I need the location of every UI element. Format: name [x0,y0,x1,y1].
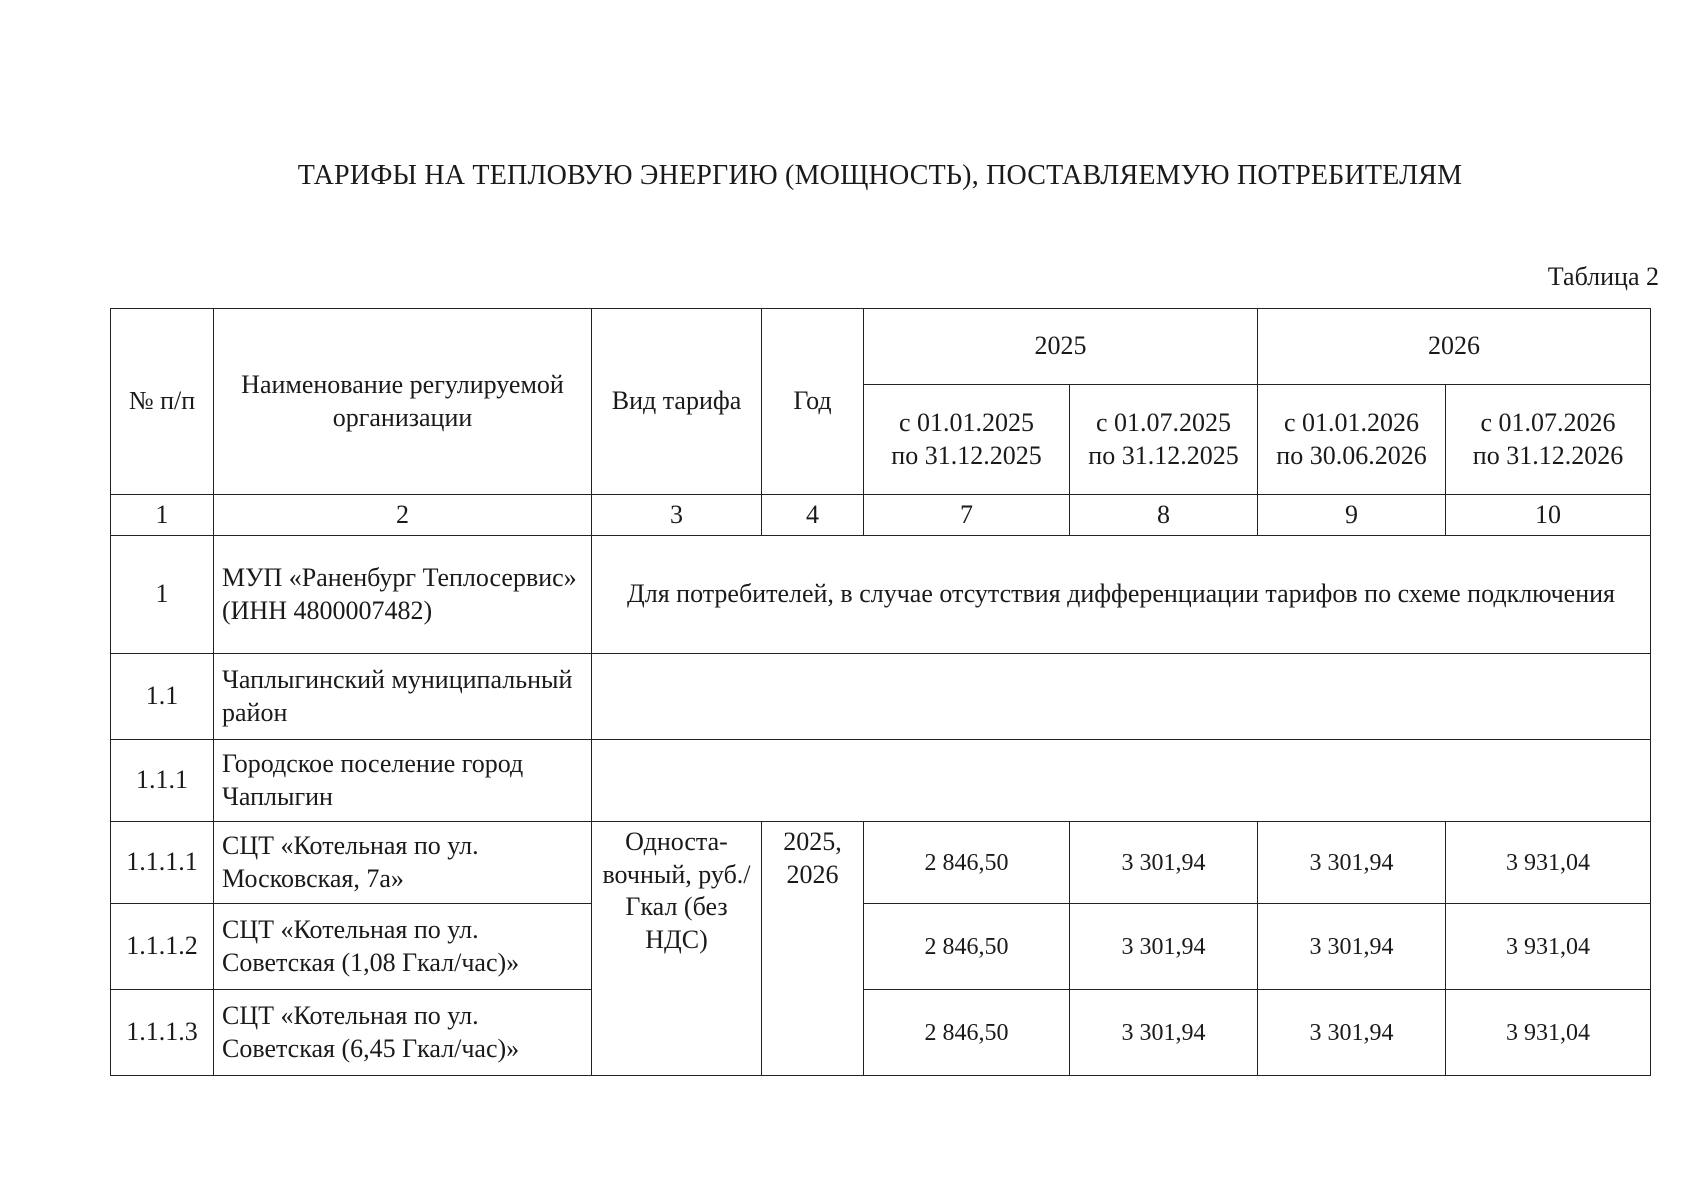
tariff-value: 3 931,04 [1446,822,1651,904]
header-period-3: с 01.01.2026 по 30.06.2026 [1258,385,1446,495]
tariff-value: 3 301,94 [1258,990,1446,1076]
org-note: Для потребителей, в случае отсутствия дифференциации тарифов по схеме подключения [592,536,1651,654]
tariff-value: 2 846,50 [864,990,1070,1076]
table-row [111,654,1651,740]
header-tariff-type: Вид тарифа [592,309,762,495]
column-number: 8 [1070,495,1258,536]
row-num: 1.1 [111,654,214,740]
heating-system-name: СЦТ «Котельная по ул. Советская (6,45 Гкал/час)» [214,990,592,1076]
column-number: 2 [214,495,592,536]
column-number: 10 [1446,495,1651,536]
empty-cell [592,654,1651,740]
header-row [111,309,1651,385]
settlement-name: Городское поселение город Чаплыгин [214,740,592,822]
heating-system-name: СЦТ «Котельная по ул. Московская, 7а» [214,822,592,904]
table-row [111,990,1651,1076]
header-year-2026: 2026 [1258,309,1651,385]
row-num: 1.1.1.2 [111,904,214,990]
column-number: 7 [864,495,1070,536]
column-number: 3 [592,495,762,536]
table-row [111,536,1651,654]
empty-cell [592,740,1651,822]
table-caption: Таблица 2 [1547,262,1659,291]
table-row [111,904,1651,990]
table-row [111,740,1651,822]
row-num: 1.1.1.3 [111,990,214,1076]
header-num: № п/п [111,309,214,495]
column-number: 4 [762,495,864,536]
tariff-value: 2 846,50 [864,904,1070,990]
header-period-2: с 01.07.2025 по 31.12.2025 [1070,385,1258,495]
tariff-value: 3 931,04 [1446,904,1651,990]
tariff-value: 2 846,50 [864,822,1070,904]
header-year: Год [762,309,864,495]
column-number-row [111,495,1651,536]
district-name: Чаплыгинский муниципальный район [214,654,592,740]
tariff-value: 3 301,94 [1258,904,1446,990]
row-num: 1.1.1.1 [111,822,214,904]
header-period-4: с 01.07.2026 по 31.12.2026 [1446,385,1651,495]
table-row [111,822,1651,904]
tariff-value: 3 931,04 [1446,990,1651,1076]
org-name: МУП «Раненбург Теплосервис» (ИНН 4800007482) [214,536,592,654]
year-cell: 2025, 2026 [762,822,864,1076]
row-num: 1 [111,536,214,654]
tariff-value: 3 301,94 [1070,822,1258,904]
row-num: 1.1.1 [111,740,214,822]
header-period-1: с 01.01.2025 по 31.12.2025 [864,385,1070,495]
tariff-value: 3 301,94 [1070,990,1258,1076]
header-year-2025: 2025 [864,309,1258,385]
document-title: ТАРИФЫ НА ТЕПЛОВУЮ ЭНЕРГИЮ (МОЩНОСТЬ), ПОСТАВЛЯЕМУЮ ПОТРЕБИТЕЛЯМ [297,160,1463,191]
column-number: 9 [1258,495,1446,536]
tariff-table [110,308,1651,1076]
tariff-type-cell: Односта-вочный, руб./Гкал (без НДС) [592,822,762,1076]
tariff-value: 3 301,94 [1258,822,1446,904]
tariff-value: 3 301,94 [1070,904,1258,990]
column-number: 1 [111,495,214,536]
heating-system-name: СЦТ «Котельная по ул. Советская (1,08 Гкал/час)» [214,904,592,990]
header-org-name: Наименование регулируемой организации [214,309,592,495]
